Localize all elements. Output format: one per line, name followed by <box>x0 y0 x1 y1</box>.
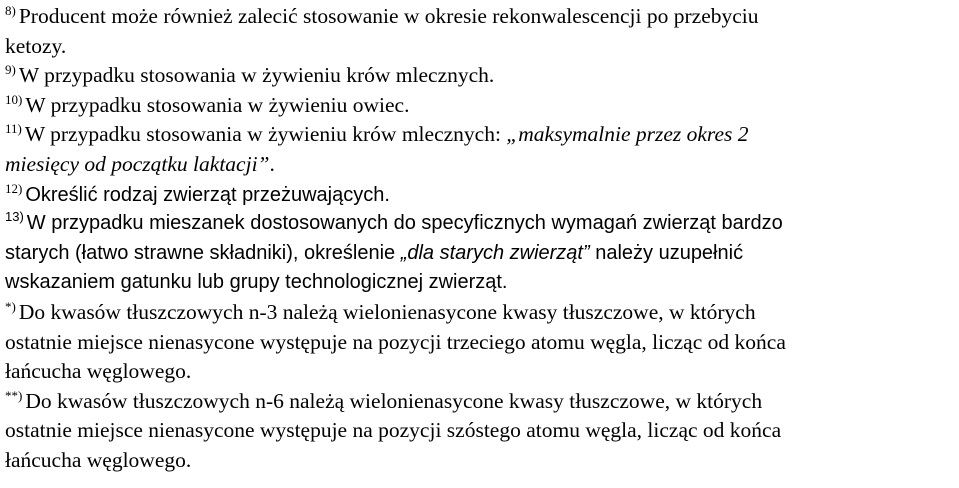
footnote-12-marker: 12) <box>5 180 23 196</box>
footnote-9 <box>5 61 957 91</box>
footnote-13-text-2a: starych (łatwo strawne składniki), określenie <box>5 241 401 264</box>
footnote-star-line-1 <box>5 298 957 328</box>
footnote-star-line-2 <box>5 328 957 358</box>
footnote-8-marker: 8) <box>5 3 16 18</box>
footnote-8-line-1 <box>5 2 957 32</box>
footnote-star-text-3: łańcucha węglowego. <box>5 359 192 384</box>
footnote-double-star-line-3 <box>5 446 957 476</box>
footnote-13-text-1: W przypadku mieszanek dostosowanych do specyficznych wymagań zwierząt bardzo <box>26 212 783 235</box>
footnote-13-text-2-italic: „dla starych zwierząt” <box>400 241 590 264</box>
footnote-11-marker: 11) <box>5 121 22 137</box>
footnote-10-marker: 10) <box>5 91 23 107</box>
footnote-double-star-text-2: ostatnie miejsce nienasycone występuje na pozycji szóstego atomu węgla, licząc od końca <box>5 418 782 443</box>
footnote-13-line-1 <box>5 209 957 239</box>
footnote-10-text: W przypadku stosowania w żywieniu owiec. <box>25 92 410 117</box>
footnote-12 <box>5 180 957 210</box>
footnote-8-text-2: ketozy. <box>5 33 67 58</box>
footnote-13-text-2b: należy uzupełnić <box>589 241 744 264</box>
footnote-11-text-italic-2: miesięcy od początku laktacji” <box>5 151 270 176</box>
footnote-9-marker: 9) <box>5 62 16 78</box>
footnote-double-star-line-1 <box>5 387 957 417</box>
footnote-13-marker: 13) <box>5 209 24 225</box>
footnote-8-text-1: Producent może również zalecić stosowanie w okresie rekonwalescencji po przebyciu <box>18 4 759 28</box>
footnote-double-star-text-1: Do kwasów tłuszczowych n-6 należą wielonienasycone kwasy tłuszczowe, w których <box>25 388 763 413</box>
document-page <box>5 0 957 476</box>
footnote-double-star-text-3: łańcucha węglowego. <box>5 447 192 472</box>
footnote-11-text-plain: W przypadku stosowania w żywieniu krów mlecznych: <box>24 122 507 147</box>
footnote-star-text-1: Do kwasów tłuszczowych n-3 należą wielonienasycone kwasy tłuszczowe, w których <box>18 299 756 324</box>
footnote-star-marker: *) <box>5 298 16 314</box>
footnote-double-star-line-2 <box>5 416 957 446</box>
footnote-9-text: W przypadku stosowania w żywieniu krów mlecznych. <box>18 63 495 88</box>
footnote-8-line-2 <box>5 32 957 62</box>
footnote-11-line-2 <box>5 150 957 180</box>
footnote-star-line-3 <box>5 357 957 387</box>
footnote-12-text: Określić rodzaj zwierząt przeżuwających. <box>25 183 390 206</box>
footnote-13-line-2 <box>5 239 957 269</box>
footnote-13-line-3 <box>5 268 957 298</box>
footnote-11-line-1 <box>5 120 957 150</box>
footnote-11-text-period: . <box>269 151 275 176</box>
footnote-13-text-3: wskazaniem gatunku lub grupy technologicznej zwierząt. <box>5 271 508 294</box>
footnote-10 <box>5 91 957 121</box>
footnote-double-star-marker: **) <box>5 387 23 403</box>
footnote-11-text-italic-1: „maksymalnie przez okres 2 <box>506 122 749 147</box>
footnote-star-text-2: ostatnie miejsce nienasycone występuje na pozycji trzeciego atomu węgla, licząc od końca <box>5 329 786 354</box>
